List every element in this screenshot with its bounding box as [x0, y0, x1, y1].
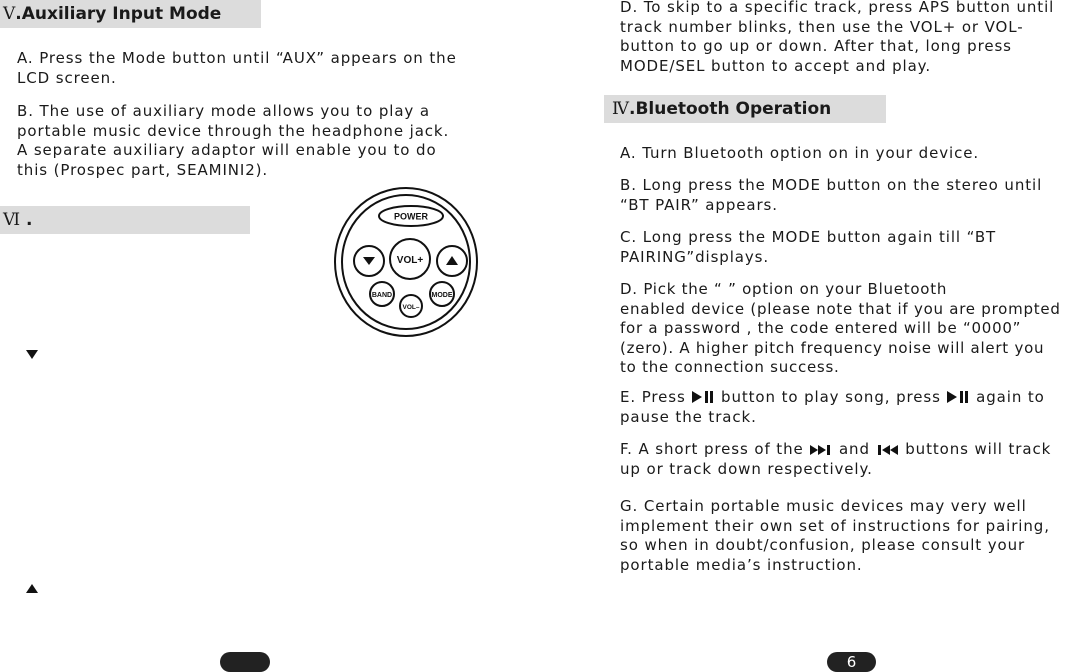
triangle-up-icon: [26, 584, 38, 593]
bt-para-d: D. Pick the “ ” option on your Bluetooth enabled device (please note that if you are prompted for a password , the code entered will be “0000” (zero). A higher pitch frequency noise will alert you to the connection success.: [620, 280, 1061, 376]
section-v-numeral: Ⅴ: [3, 4, 16, 24]
right-page-number: 6: [846, 653, 857, 671]
bt-para-b: B. Long press the MODE button on the stereo until “BT PAIR” appears.: [620, 176, 1043, 214]
vol-plus-button: [390, 239, 430, 279]
play-pause-icon: [946, 390, 970, 404]
aux-para-a: A. Press the Mode button until “AUX” appears on the LCD screen.: [17, 49, 457, 87]
section-vi-header: [0, 206, 250, 234]
skip-track-para: D. To skip to a specific track, press APS button until track number blinks, then use the VOL+ or VOL- button to go up or down. After that, long press MODE/SEL button to accept and play.: [620, 0, 1055, 75]
mode-label: MODE: [431, 292, 453, 299]
down-button: [354, 246, 384, 276]
section-iv-title: .Bluetooth Operation: [628, 99, 832, 119]
vol-minus-button: [400, 295, 422, 317]
triangle-down-icon: [26, 350, 38, 359]
section-vi-numeral: Ⅵ: [3, 210, 21, 230]
section-iv-numeral: Ⅳ: [612, 99, 629, 119]
play-pause-icon: [691, 390, 715, 404]
bt-para-g: G. Certain portable music devices may very well implement their own set of instructions for pairing, so when in doubt/confusion, please consult your portable media’s instruction.: [620, 497, 1050, 574]
power-button: [379, 206, 443, 226]
bt-para-f: F. A short press of the and buttons will track up or track down respectively.: [620, 440, 1052, 478]
section-vi-title: .: [20, 210, 33, 230]
band-button: [370, 282, 394, 306]
next-track-icon: [809, 444, 833, 456]
up-button: [437, 246, 467, 276]
right-page-number-pill: [827, 652, 876, 672]
section-v-title: .Auxiliary Input Mode: [15, 4, 222, 24]
vol-plus-label: VOL+: [396, 255, 424, 266]
left-page-number-pill: [220, 652, 270, 672]
section-v-header: [0, 0, 261, 28]
power-label: POWER: [393, 211, 429, 222]
aux-para-b: B. The use of auxiliary mode allows you to play a portable music device through the headphone jack. A separate auxiliary adaptor will enable you to do this (Prospec part, SEAMINI2).: [17, 102, 450, 179]
previous-track-icon: [876, 444, 900, 456]
bt-para-e: E. Press button to play song, press again to pause the track.: [620, 388, 1045, 426]
bt-para-c: C. Long press the MODE button again till “BT PAIRING”displays.: [620, 228, 997, 266]
bt-para-a: A. Turn Bluetooth option on in your device.: [620, 144, 980, 162]
mode-button: [430, 282, 454, 306]
vol-minus-label: VOL–: [402, 304, 420, 311]
section-iv-header: [604, 95, 886, 123]
band-label: BAND: [371, 292, 393, 299]
remote-control-illustration: [333, 184, 479, 340]
